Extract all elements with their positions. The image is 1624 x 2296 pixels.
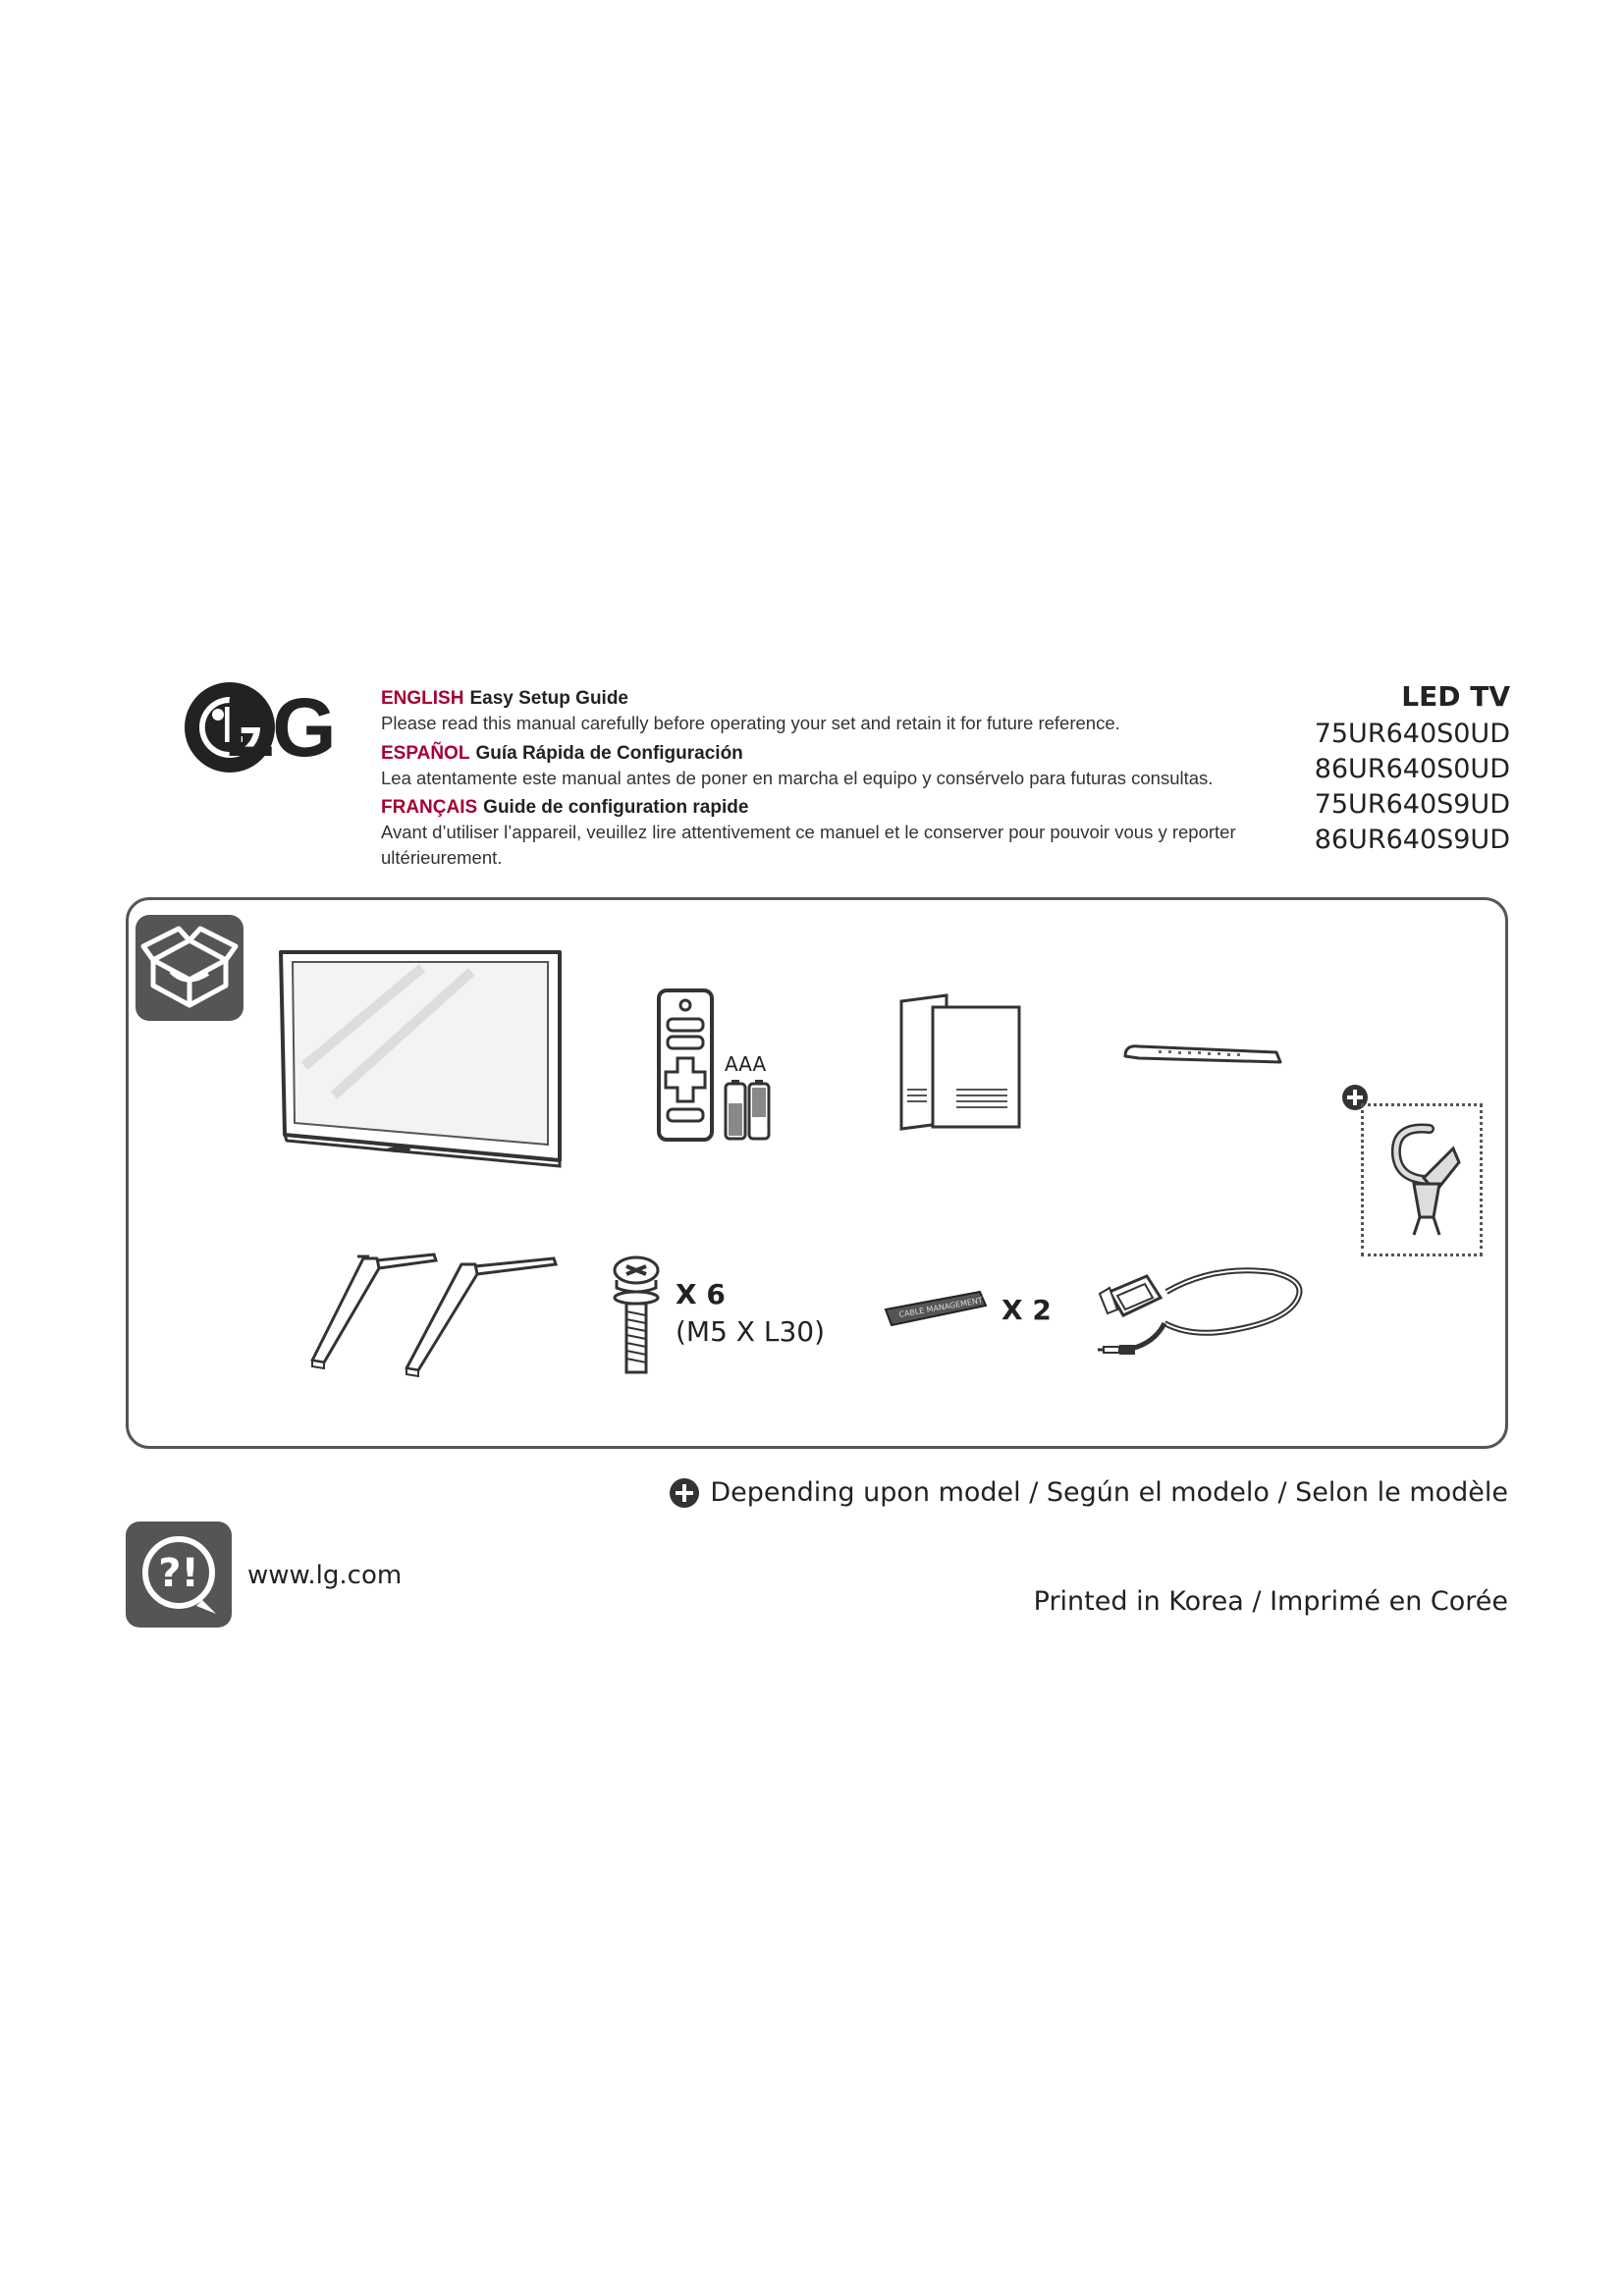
cable-holder-quantity: X 2 [1001,1294,1052,1326]
cable-clip-illustration [1375,1119,1473,1243]
note-text: Depending upon model / Según el modelo / Selon le modèle [710,1477,1508,1508]
model-number: 75UR640S9UD [1314,789,1510,820]
screw-illustration [609,1255,664,1376]
help-question-icon [126,1522,232,1628]
model-number: 86UR640S0UD [1314,754,1510,784]
screw-quantity: X 6 [676,1278,726,1310]
guide-desc: Avant d’utiliser l’appareil, veuillez lire attentivement ce manuel et le conserver pour pouvoir vous y reporter ultérieurement. [381,822,1236,868]
guide-spanish [381,742,1265,791]
battery-icon [723,1080,772,1141]
guide-desc: Please read this manual carefully before operating your set and retain it for future reference. [381,713,1120,733]
guide-french [381,796,1265,871]
printed-in-note: Printed in Korea / Imprimé en Corée [1033,1586,1508,1617]
ir-cable-illustration [1096,1258,1312,1366]
tv-illustration [275,948,566,1170]
model-number: 75UR640S0UD [1314,719,1510,749]
remote-control-illustration [656,988,715,1143]
website-link[interactable]: www.lg.com [247,1561,403,1590]
manual-documents-illustration [897,991,1025,1131]
lang-label: ENGLISH [381,688,464,709]
model-dependent-note [669,1476,1508,1509]
battery-type-label: AAA [725,1052,767,1076]
guide-title: Guía Rápida de Configuración [475,743,743,764]
cable-holder-illustration [882,1286,990,1327]
screw-spec: (M5 X L30) [676,1315,826,1348]
package-box-icon [135,915,244,1021]
cable-tie-illustration [1119,1039,1286,1068]
product-info [1315,677,1510,858]
guide-title: Easy Setup Guide [469,688,628,709]
guide-desc: Lea atentamente este manual antes de poner en marcha el equipo y consérvelo para futuras consultas. [381,768,1214,788]
plus-circle-icon [669,1477,700,1509]
logo-wordmark: LG [224,681,335,774]
guide-title: Guide de configuration rapide [483,797,749,818]
stand-legs-illustration [308,1247,564,1378]
lang-label: FRANÇAIS [381,797,478,818]
product-type: LED TV [1401,680,1510,713]
guide-english [381,687,1265,736]
svg-text:?!: ?! [158,1551,199,1596]
lang-label: ESPAÑOL [381,743,470,764]
model-number: 86UR640S9UD [1314,825,1510,855]
cable-holder-print: CABLE MANAGEMENT [897,1296,984,1319]
